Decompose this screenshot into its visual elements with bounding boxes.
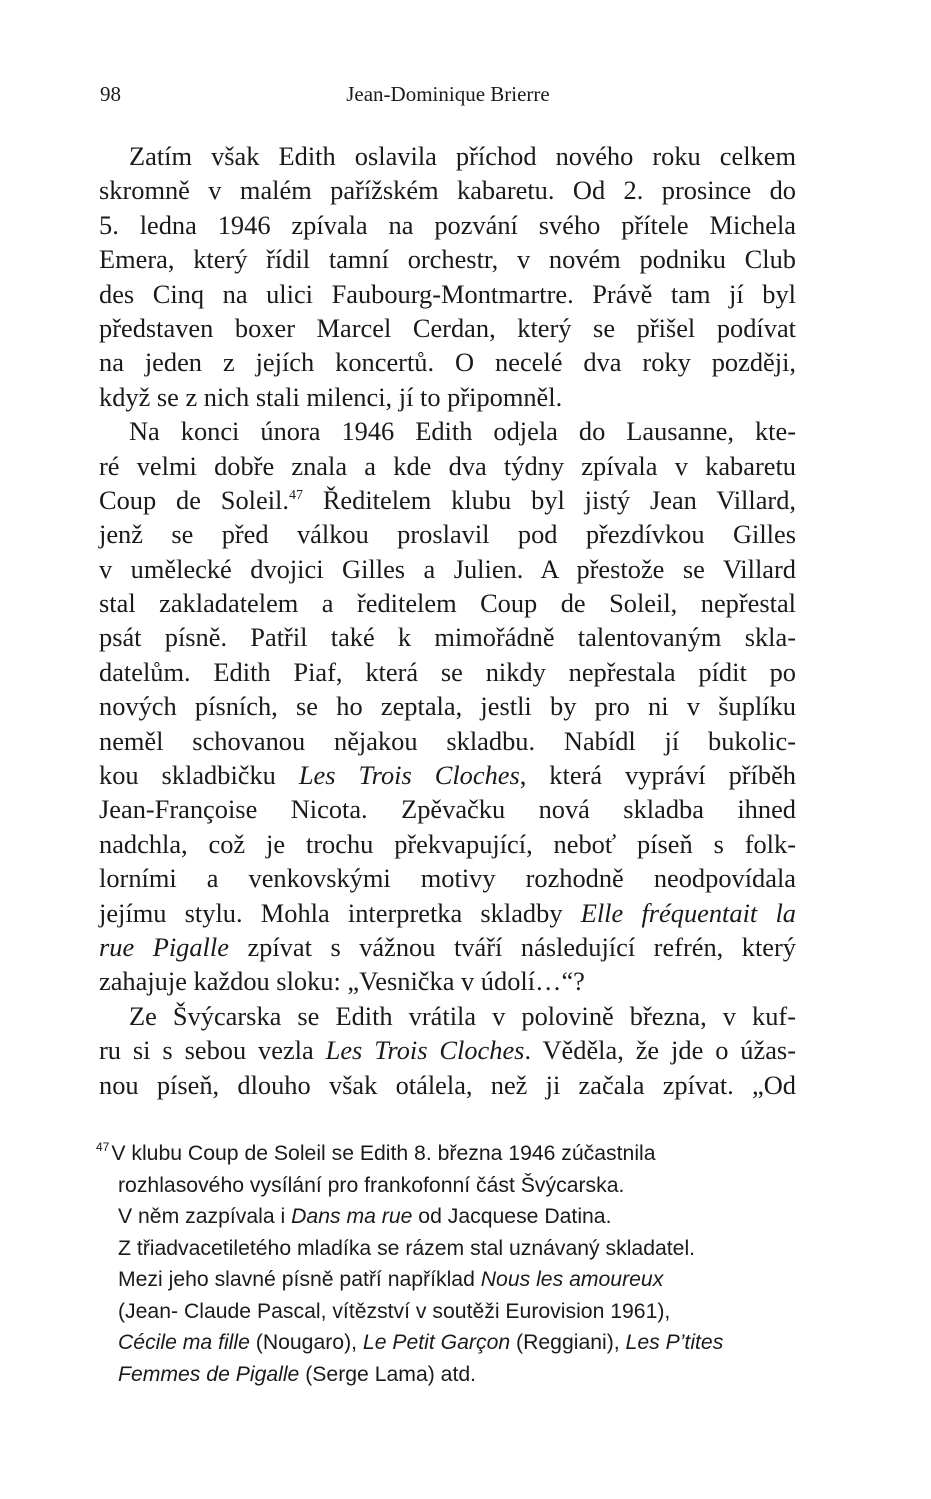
text-line: Emera, který řídil tamní orchestr, v novém podniku Club: [99, 244, 796, 275]
text-run: zpívat s vážnou tváří následující refrén, který: [228, 931, 797, 962]
song-title: Cécile ma fille: [118, 1331, 250, 1354]
text-run: Coup de Soleil.: [99, 484, 289, 515]
text-run: jejímu stylu. Mohla interpretka skladby: [99, 897, 581, 928]
text-run: Mezi jeho slavné písně patří například: [118, 1268, 481, 1291]
text-run: V něm zazpívala i: [118, 1205, 292, 1228]
text-line: nových písních, se ho zeptala, jestli by pro ni v šuplíku: [99, 691, 796, 722]
text-line: neměl schovanou nějakou skladbu. Nabídl jí bukolic-: [99, 725, 796, 756]
running-title: Jean-Dominique Brierre: [346, 82, 550, 106]
footnote-line: Z třiadvacetiletého mladíka se rázem stal uznávaný skladatel.: [118, 1236, 696, 1260]
song-title: Dans ma rue: [291, 1205, 413, 1228]
text-run: (Nougaro),: [249, 1331, 363, 1354]
text-run: kou skladbičku: [99, 760, 299, 791]
text-line: 5. ledna 1946 zpívala na pozvání svého přítele Michela: [99, 209, 796, 240]
text-line: Na konci února 1946 Edith odjela do Lausanne, kte-: [129, 416, 796, 447]
text-line: v umělecké dvojici Gilles a Julien. A přestože se Villard: [99, 553, 796, 584]
song-title: rue Pigalle: [99, 931, 229, 962]
text-run: Ředitelem klubu byl jistý Jean Villard,: [302, 484, 796, 515]
text-line: des Cinq na ulici Faubourg-Montmartre. Právě tam jí byl: [99, 278, 796, 309]
footnote-line: [96, 1138, 796, 1170]
text-line: nou píseň, dlouho však otálela, než ji začala zpívat. „Od: [99, 1069, 796, 1100]
song-title: Les Trois Cloches: [298, 760, 520, 791]
text-line: jenž se před válkou proslavil pod přezdívkou Gilles: [99, 519, 796, 550]
text-line: psát písně. Patřil také k mimořádně talentovaným skla-: [99, 622, 796, 653]
text-line: stal zakladatelem a ředitelem Coup de Soleil, nepřestal: [99, 588, 796, 619]
song-title: Les Trois Cloches: [325, 1035, 525, 1066]
song-title: Nous les amoureux: [480, 1268, 664, 1291]
text-run: , která vypráví příběh: [519, 760, 796, 791]
text-run: (Serge Lama) atd.: [299, 1362, 477, 1386]
text-line: Zatím však Edith oslavila příchod nového roku celkem: [129, 141, 796, 171]
text-run: . Věděla, že jde o úžas-: [524, 1035, 796, 1066]
text-line: [99, 896, 796, 930]
text-line: ré velmi dobře znala a kde dva týdny zpívala v kabaretu: [99, 450, 796, 481]
footnote-line: rozhlasového vysílání pro frankofonní část Švýcarska.: [118, 1173, 625, 1197]
text-line: [99, 758, 796, 792]
text-line: datelům. Edith Piaf, která se nikdy nepřestala pídit po: [99, 656, 796, 687]
song-title: Le Petit Garçon: [362, 1331, 511, 1354]
text-line: nadchla, což je trochu překvapující, neboť píseň s folk-: [99, 828, 796, 859]
footnote: [96, 1138, 796, 1390]
footnote-line: [96, 1264, 796, 1296]
song-title: Elle fréquentait la: [580, 897, 796, 928]
page-header: [100, 82, 796, 112]
text-line: [99, 930, 796, 964]
text-line: když se z nich stali milenci, jí to připomněl.: [99, 381, 563, 412]
text-run: od Jacquese Datina.: [412, 1205, 612, 1228]
text-line: Ze Švýcarska se Edith vrátila v polovině března, v kuf-: [129, 1000, 796, 1031]
footnote-line: [96, 1201, 796, 1233]
footnote-line: [96, 1359, 796, 1391]
footnote-line: [96, 1327, 796, 1359]
page-number: 98: [100, 82, 121, 106]
text-line: lorními a venkovskými motivy rozhodně neodpovídala: [99, 863, 796, 894]
text-run: (Reggiani),: [510, 1331, 626, 1354]
text-run: ru si s sebou vezla: [99, 1035, 326, 1066]
footnote-reference[interactable]: 47: [288, 487, 303, 503]
text-line: skromně v malém pařížském kabaretu. Od 2. prosince do: [99, 175, 796, 206]
footnote-number: 47: [96, 1140, 110, 1154]
song-title: Les P’tites: [625, 1331, 724, 1354]
text-line: zahajuje každou sloku: „Vesnička v údolí…“?: [99, 966, 585, 997]
text-line: představen boxer Marcel Cerdan, který se přišel podívat: [99, 312, 796, 343]
text-run: V klubu Coup de Soleil se Edith 8. března 1946 zúčastnila: [111, 1142, 656, 1165]
text-line: [99, 483, 796, 517]
text-line: [99, 1033, 796, 1067]
text-line: na jeden z jejích koncertů. O necelé dva roky později,: [99, 347, 796, 378]
song-title: Femmes de Pigalle: [118, 1362, 300, 1386]
text-line: Jean-Françoise Nicota. Zpěvačku nová skladba ihned: [99, 794, 796, 825]
footnote-line: (Jean- Claude Pascal, vítězství v soutěži Eurovision 1961),: [118, 1299, 671, 1323]
main-text: [99, 139, 796, 1102]
